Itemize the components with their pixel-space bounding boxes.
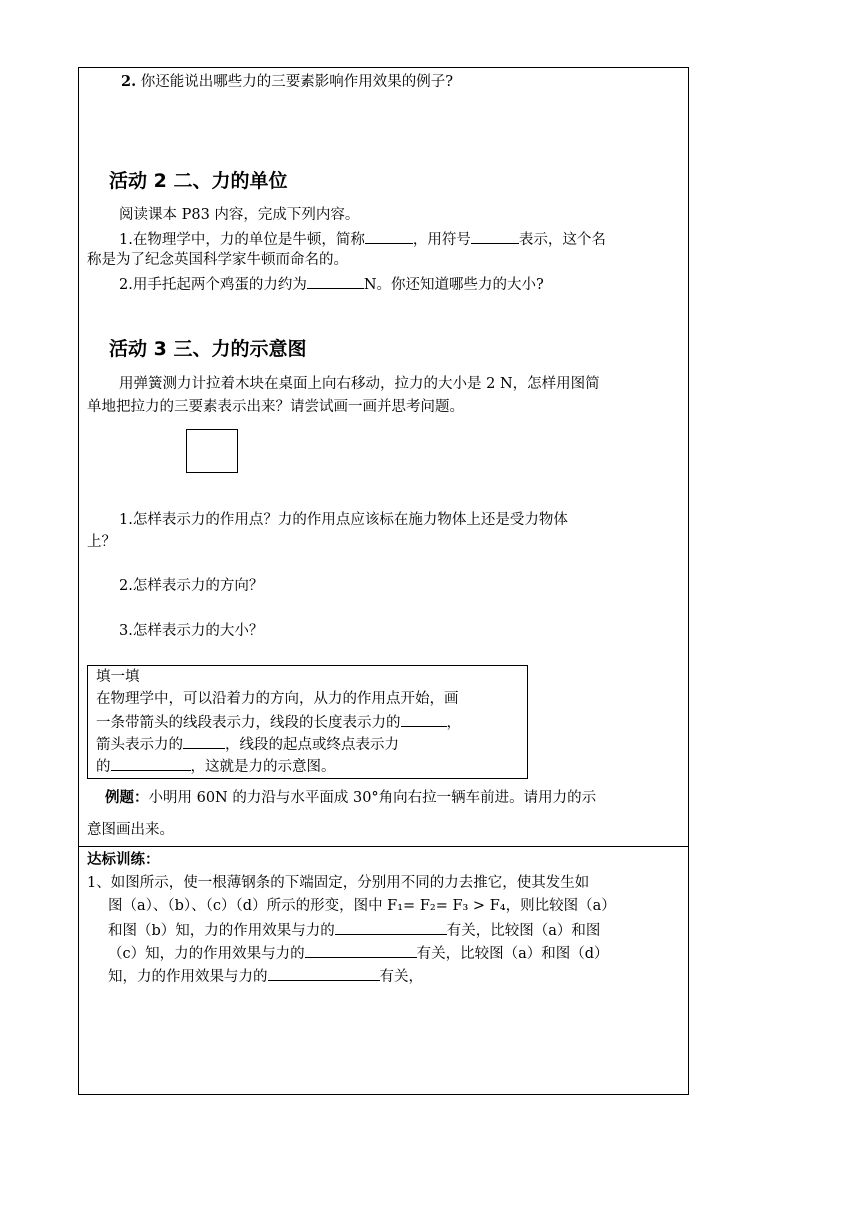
text-segment: 一条带箭头的线段表示力，线段的长度表示力的 [96,715,401,731]
fill-in-line-4 [96,755,336,777]
example-line-2: 意图画出来。 [87,822,174,838]
table-row-divider [79,846,688,847]
text-segment: 和图（b）知，力的作用效果与力的 [108,923,335,939]
activity-2-intro: 阅读课本 P83 内容，完成下列内容。 [119,207,360,223]
text-segment: ，线段的起点或终点表示力 [225,737,399,753]
training-line-4 [108,942,609,964]
answer-blank[interactable] [183,733,225,749]
training-line-2: 图（a）、（b）、（c）（d）所示的形变，图中 F₁= F₂= F₃ > F₄，则比较图（a） [108,898,616,914]
activity-3-question-2: 2.怎样表示力的方向？ [119,578,264,594]
text-segment: 有关，比较图（a）和图（d） [416,946,609,962]
text-segment: 的 [96,759,111,775]
activity-2-heading: 活动 2 二、力的单位 [109,170,288,192]
text-segment: ， [446,715,461,731]
fill-in-title: 填一填 [96,669,140,685]
training-line-5 [108,965,423,987]
fill-in-line-3 [96,733,399,755]
activity-3-heading: 活动 3 三、力的示意图 [109,338,307,360]
fill-in-line-1: 在物理学中，可以沿着力的方向，从力的作用点开始，画 [96,691,459,707]
activity-3-question-3: 3.怎样表示力的大小？ [119,623,264,639]
text-segment: 箭头表示力的 [96,737,183,753]
answer-blank[interactable] [365,228,413,244]
fill-in-line-2 [96,711,461,733]
example-line-1 [105,788,596,808]
text-segment: 有关， [379,969,423,985]
activity-2-line-3 [119,273,544,295]
question-2 [121,72,453,92]
text-segment: 2.用手托起两个鸡蛋的力约为 [119,277,307,293]
text-segment: ，这就是力的示意图。 [190,759,336,775]
fill-in-box [87,665,528,779]
answer-blank[interactable] [307,273,364,289]
question-2-text: 你还能说出哪些力的三要素影响作用效果的例子? [140,74,454,90]
text-segment: N。你还知道哪些力的大小? [363,277,544,293]
text-segment: （c）知，力的作用效果与力的 [108,946,305,962]
text-segment: 1.在物理学中，力的单位是牛顿，简称 [119,232,365,248]
worksheet-table [78,67,689,1095]
drawing-box[interactable] [186,429,238,473]
answer-blank[interactable] [401,711,447,727]
text-segment: ，用符号 [412,232,471,248]
training-heading: 达标训练： [87,851,160,868]
text-segment: 表示，这个名 [518,232,606,248]
activity-3-para-line-2: 单地把拉力的三要素表示出来？请尝试画一画并思考问题。 [87,399,464,415]
text-segment: 小明用 60N 的力沿与水平面成 30°角向右拉一辆车前进。请用力的示 [148,790,597,806]
question-2-number: 2. [121,73,137,90]
activity-3-question-1-cont: 上？ [87,534,116,550]
training-line-3 [108,919,600,941]
training-line-1: 1、如图所示，使一根薄钢条的下端固定，分别用不同的力去推它，使其发生如 [87,875,590,891]
activity-3-para-line-1: 用弹簧测力计拉着木块在桌面上向右移动，拉力的大小是 2 N，怎样用图简 [119,376,600,392]
activity-2-line-2: 称是为了纪念英国科学家牛顿而命名的。 [87,252,348,268]
answer-blank[interactable] [335,919,447,935]
answer-blank[interactable] [305,942,417,958]
answer-blank[interactable] [471,228,519,244]
text-segment: 有关，比较图（a）和图 [446,923,601,939]
text-segment: 知，力的作用效果与力的 [108,969,268,985]
example-label: 例题： [105,789,149,806]
activity-3-question-1: 1.怎样表示力的作用点？力的作用点应该标在施力物体上还是受力物体 [119,512,568,528]
answer-blank[interactable] [268,965,380,981]
answer-blank[interactable] [111,755,191,771]
activity-2-line-1 [119,228,606,250]
